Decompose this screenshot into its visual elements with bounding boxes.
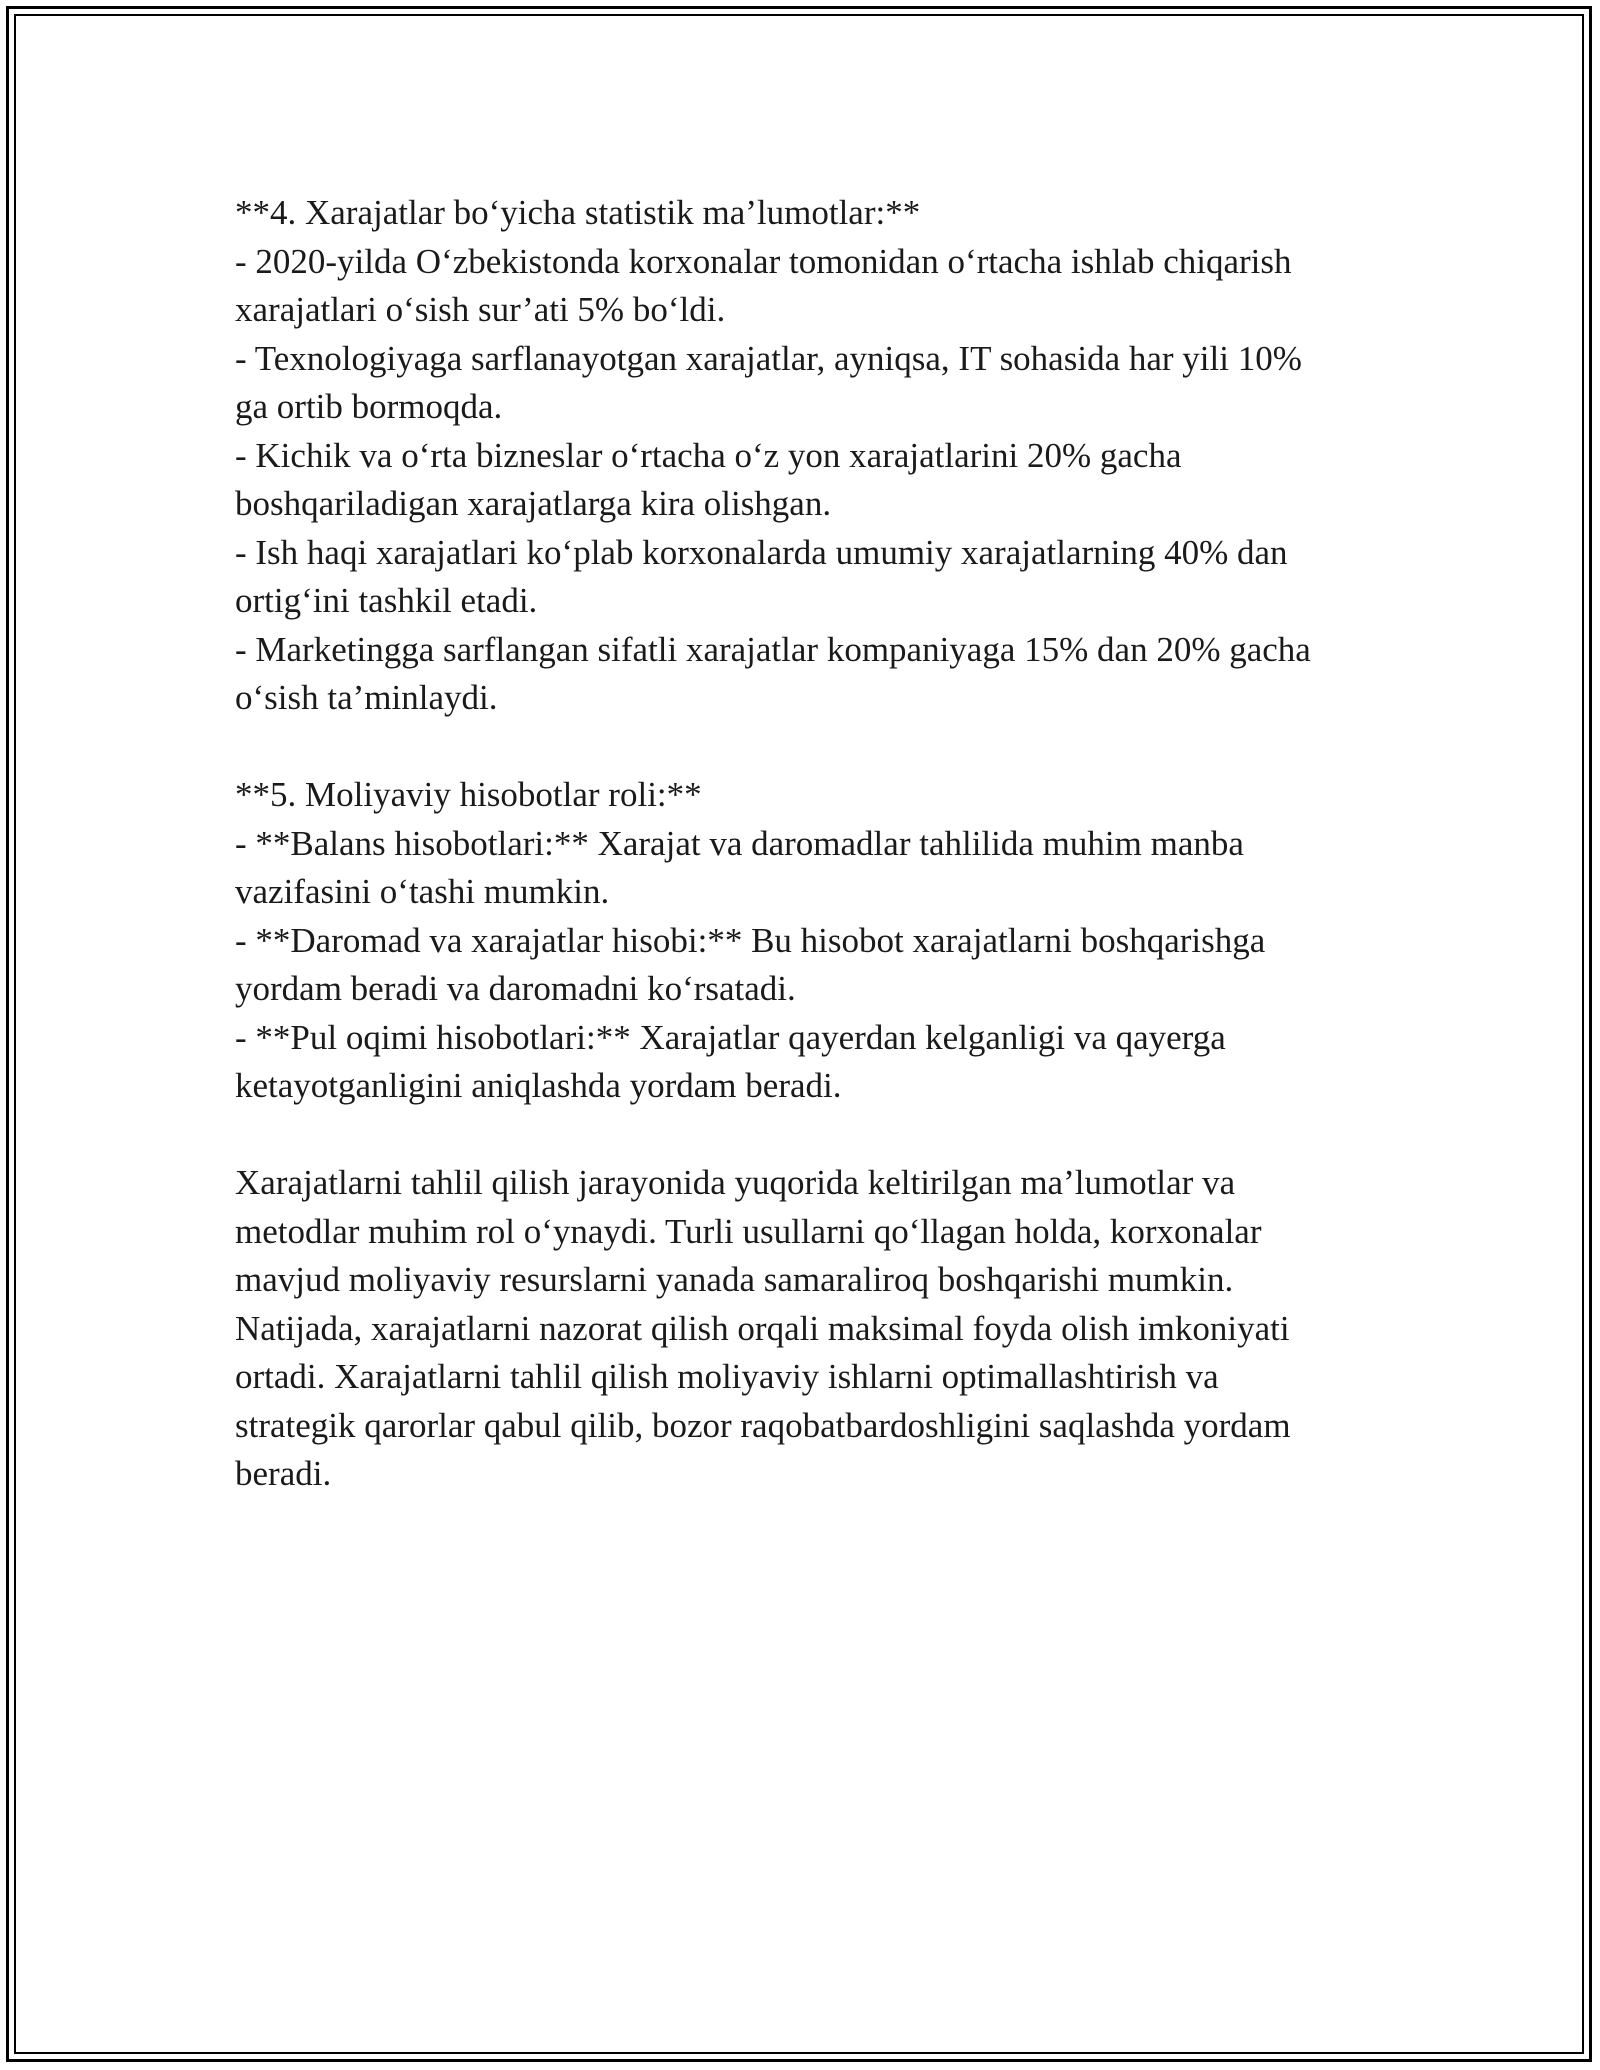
- section-4-line: ga ortib bormoqda.: [235, 387, 503, 426]
- conclusion-line: strategik qarorlar qabul qilib, bozor raqobatbardoshligini saqlashda yordam: [235, 1405, 1291, 1445]
- section-4-line: - Marketingga sarflangan sifatli xarajatlar kompaniyaga 15% dan 20% gacha: [235, 629, 1311, 669]
- document-body: [235, 189, 1385, 1499]
- section-4-line: o‘sish ta’minlaydi.: [235, 678, 498, 717]
- paragraph-gap: [235, 723, 1385, 772]
- section-4-heading: **4. Xarajatlar bo‘yicha statistik ma’lumotlar:**: [235, 193, 921, 232]
- section-5-line: - **Balans hisobotlari:** Xarajat va daromadlar tahlilida muhim manba: [235, 823, 1244, 863]
- section-4-line: ortig‘ini tashkil etadi.: [235, 581, 538, 620]
- conclusion-line: mavjud moliyaviy resurslarni yanada samaraliroq boshqarishi mumkin.: [235, 1260, 1234, 1299]
- section-5-heading: **5. Moliyaviy hisobotlar roli:**: [235, 775, 702, 814]
- conclusion-line: ortadi. Xarajatlarni tahlil qilish moliyaviy ishlarni optimallashtirish va: [235, 1357, 1219, 1396]
- conclusion-line: metodlar muhim rol o‘ynaydi. Turli usullarni qo‘llagan holda, korxonalar: [235, 1211, 1262, 1251]
- section-5-line: - **Pul oqimi hisobotlari:** Xarajatlar qayerdan kelganligi va qayerga: [235, 1017, 1226, 1057]
- section-5-line: - **Daromad va xarajatlar hisobi:** Bu hisobot xarajatlarni boshqarishga: [235, 920, 1266, 960]
- conclusion-line: beradi.: [235, 1454, 332, 1493]
- paragraph-gap: [235, 1111, 1385, 1160]
- section-5-line: ketayotganligini aniqlashda yordam beradi.: [235, 1066, 842, 1105]
- section-4-line: - Ish haqi xarajatlari ko‘plab korxonalarda umumiy xarajatlarning 40% dan: [235, 532, 1288, 572]
- conclusion-line: Xarajatlarni tahlil qilish jarayonida yuqorida keltirilgan ma’lumotlar va: [235, 1163, 1236, 1202]
- section-5-line: yordam beradi va daromadni ko‘rsatadi.: [235, 969, 796, 1008]
- section-4-line: boshqariladigan xarajatlarga kira olishgan.: [235, 484, 832, 523]
- section-4-line: - Texnologiyaga sarflanayotgan xarajatlar, ayniqsa, IT sohasida har yili 10%: [235, 338, 1302, 378]
- section-4-line: xarajatlari o‘sish sur’ati 5% bo‘ldi.: [235, 290, 726, 329]
- conclusion-line: Natijada, xarajatlarni nazorat qilish orqali maksimal foyda olish imkoniyati: [235, 1308, 1290, 1348]
- section-4-line: - Kichik va o‘rta bizneslar o‘rtacha o‘z yon xarajatlarini 20% gacha: [235, 435, 1182, 475]
- section-4-line: - 2020-yilda O‘zbekistonda korxonalar tomonidan o‘rtacha ishlab chiqarish: [235, 241, 1292, 281]
- section-5-line: vazifasini o‘tashi mumkin.: [235, 872, 610, 911]
